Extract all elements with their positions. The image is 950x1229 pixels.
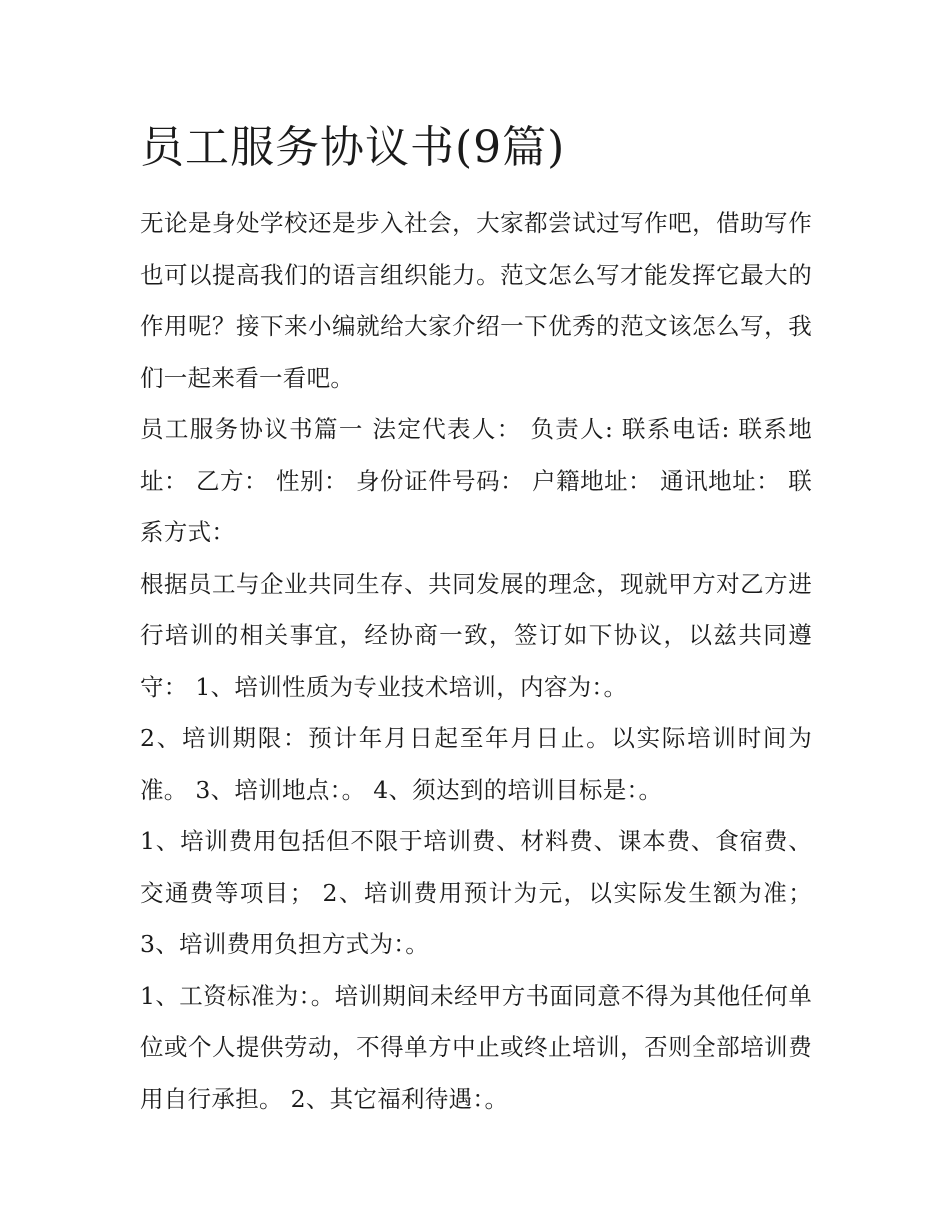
paragraph-wages: 1、工资标准为：。培训期间未经甲方书面同意不得为其他任何单位或个人提供劳动，不得单方中止或终止培训，否则全部培训费用自行承担。 2、其它福利待遇：。	[140, 981, 812, 1113]
document-body	[140, 112, 812, 1125]
paragraph-agreement-basis: 根据员工与企业共同生存、共同发展的理念，现就甲方对乙方进行培训的相关事宜，经协商一致，签订如下协议，以兹共同遵守： 1、培训性质为专业技术培训，内容为：。	[140, 569, 812, 701]
document-title: 员工服务协议书(9篇)	[140, 122, 566, 173]
paragraph-parties: 员工服务协议书篇一 法定代表人： 负责人: 联系电话: 联系地址： 乙方： 性别： 身份证件号码： 户籍地址： 通讯地址： 联系方式：	[140, 415, 812, 546]
paragraph-training-costs: 1、培训费用包括但不限于培训费、材料费、课本费、食宿费、交通费等项目； 2、培训费用预计为元，以实际发生额为准； 3、培训费用负担方式为：。	[140, 827, 812, 958]
paragraph-intro: 无论是身处学校还是步入社会，大家都尝试过写作吧，借助写作也可以提高我们的语言组织能力。范文怎么写才能发挥它最大的作用呢？接下来小编就给大家介绍一下优秀的范文该怎么写，我们一起来看一看吧。	[140, 209, 812, 392]
paragraph-training-period: 2、培训期限：预计年月日起至年月日止。以实际培训时间为准。 3、培训地点：。 4、须达到的培训目标是：。	[140, 724, 812, 804]
